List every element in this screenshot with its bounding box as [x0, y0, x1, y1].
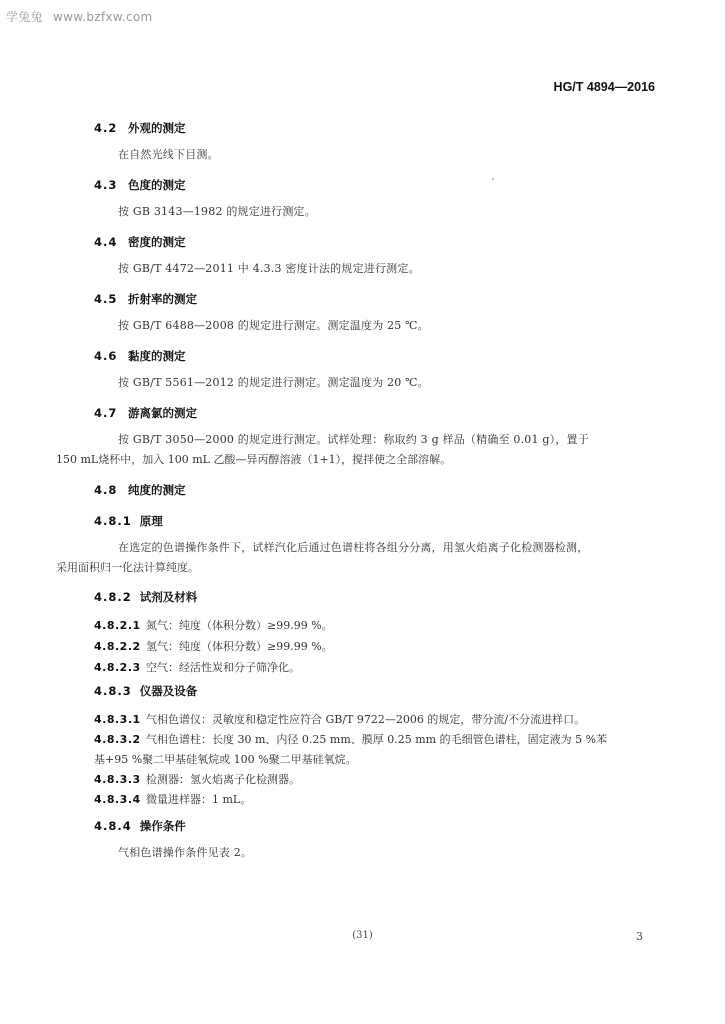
section-4-7 [56, 405, 654, 470]
section-number: 4.8.3 [94, 684, 132, 698]
item-text: 微量进样器：1 mL。 [146, 793, 252, 806]
item-number: 4.8.2.3 [94, 661, 141, 674]
section-number: 4.5 [94, 292, 118, 306]
section-title: 试剂及材料 [139, 590, 198, 604]
section-4-8 [94, 482, 654, 498]
section-number: 4.6 [94, 349, 118, 363]
item-number: 4.8.3.1 [94, 713, 141, 726]
section-title: 外观的测定 [128, 121, 186, 135]
list-item [94, 730, 654, 750]
item-text: 氮气：纯度（体积分数）≥99.99 %。 [146, 619, 333, 632]
section-heading [94, 818, 654, 834]
section-4-6 [94, 348, 654, 393]
list-item [94, 790, 654, 810]
section-number: 4.8.2 [94, 590, 132, 604]
item-text: 气相色谱仪：灵敏度和稳定性应符合 GB/T 9722—2006 的规定，带分流/不分流进样口。 [146, 713, 586, 726]
section-4-8-2 [94, 589, 654, 678]
standard-code: HG/T 4894—2016 [553, 80, 655, 94]
section-heading [94, 683, 654, 699]
item-text: 氢气：纯度（体积分数）≥99.99 %。 [146, 640, 333, 653]
watermark-url: www.bzfxw.com [53, 10, 153, 24]
section-title: 操作条件 [139, 819, 186, 833]
section-4-2 [94, 120, 654, 165]
list-item [94, 615, 654, 636]
section-body-line-1: 按 GB/T 3050—2000 的规定进行测定。试样处理：称取约 3 g 样品（精确至 0.01 g），置于 [118, 433, 589, 446]
section-4-3 [94, 177, 654, 222]
section-body-line-2: 采用面积归一化法计算纯度。 [56, 561, 199, 574]
section-body-line-2: 150 mL烧杯中，加入 100 mL 乙酸—异丙醇溶液（1+1），搅拌使之全部溶解。 [56, 453, 452, 466]
section-4-8-3 [94, 683, 654, 810]
section-title: 黏度的测定 [128, 349, 186, 363]
section-4-5 [94, 291, 654, 336]
list-item [94, 657, 654, 678]
section-body: 按 GB 3143—1982 的规定进行测定。 [118, 205, 316, 218]
item-list [94, 615, 654, 678]
list-item-continuation [94, 750, 654, 770]
section-heading [94, 405, 654, 421]
item-list [94, 710, 654, 810]
watermark [6, 8, 159, 25]
section-body: 按 GB/T 5561—2012 的规定进行测定。测定温度为 20 ℃。 [118, 376, 429, 389]
section-body: 按 GB/T 4472—2011 中 4.3.3 密度计法的规定进行测定。 [118, 262, 420, 275]
section-4-4 [94, 234, 654, 279]
section-title: 色度的测定 [128, 178, 186, 192]
section-heading [94, 589, 654, 605]
section-heading [94, 120, 654, 136]
section-body: 在自然光线下目测。 [118, 148, 219, 161]
list-item [94, 710, 654, 730]
section-number: 4.3 [94, 178, 118, 192]
item-text: 气相色谱柱：长度 30 m、内径 0.25 mm、膜厚 0.25 mm 的毛细管色谱柱，固定液为 5 %苯 [146, 733, 608, 746]
watermark-site-name: 学兔兔 [6, 10, 43, 24]
section-body-line-1: 在选定的色谱操作条件下，试样汽化后通过色谱柱将各组分分离，用氢火焰离子化检测器检测， [118, 541, 589, 554]
list-item [94, 636, 654, 657]
section-heading [94, 348, 654, 364]
section-body: 按 GB/T 6488—2008 的规定进行测定。测定温度为 25 ℃。 [118, 319, 429, 332]
section-number: 4.8 [94, 483, 118, 497]
section-title: 游离氯的测定 [128, 406, 197, 420]
section-number: 4.2 [94, 121, 118, 135]
section-title: 原理 [139, 514, 163, 528]
section-number: 4.8.1 [94, 514, 132, 528]
section-number: 4.8.4 [94, 819, 132, 833]
item-text: 基+95 %聚二甲基硅氧烷或 100 %聚二甲基硅氧烷。 [94, 753, 357, 766]
section-heading [94, 482, 654, 498]
section-heading [94, 177, 654, 193]
section-title: 折射率的测定 [128, 292, 197, 306]
item-number: 4.8.2.2 [94, 640, 141, 653]
section-heading [94, 234, 654, 250]
section-heading [94, 513, 654, 529]
section-4-8-4 [94, 818, 654, 863]
item-text: 空气：经活性炭和分子筛净化。 [146, 661, 300, 674]
section-heading [94, 291, 654, 307]
page-number-right: 3 [636, 930, 643, 943]
section-title: 仪器及设备 [139, 684, 198, 698]
item-number: 4.8.3.2 [94, 733, 141, 746]
section-title: 密度的测定 [128, 235, 186, 249]
section-body: 气相色谱操作条件见表 2。 [118, 846, 253, 859]
section-4-8-1 [56, 513, 654, 578]
section-number: 4.7 [94, 406, 118, 420]
section-title: 纯度的测定 [128, 483, 186, 497]
item-number: 4.8.3.4 [94, 793, 141, 806]
section-number: 4.4 [94, 235, 118, 249]
list-item [94, 770, 654, 790]
item-number: 4.8.3.3 [94, 773, 141, 786]
item-number: 4.8.2.1 [94, 619, 141, 632]
item-text: 检测器：氢火焰离子化检测器。 [146, 773, 300, 786]
page-number-center: (31) [352, 930, 373, 941]
